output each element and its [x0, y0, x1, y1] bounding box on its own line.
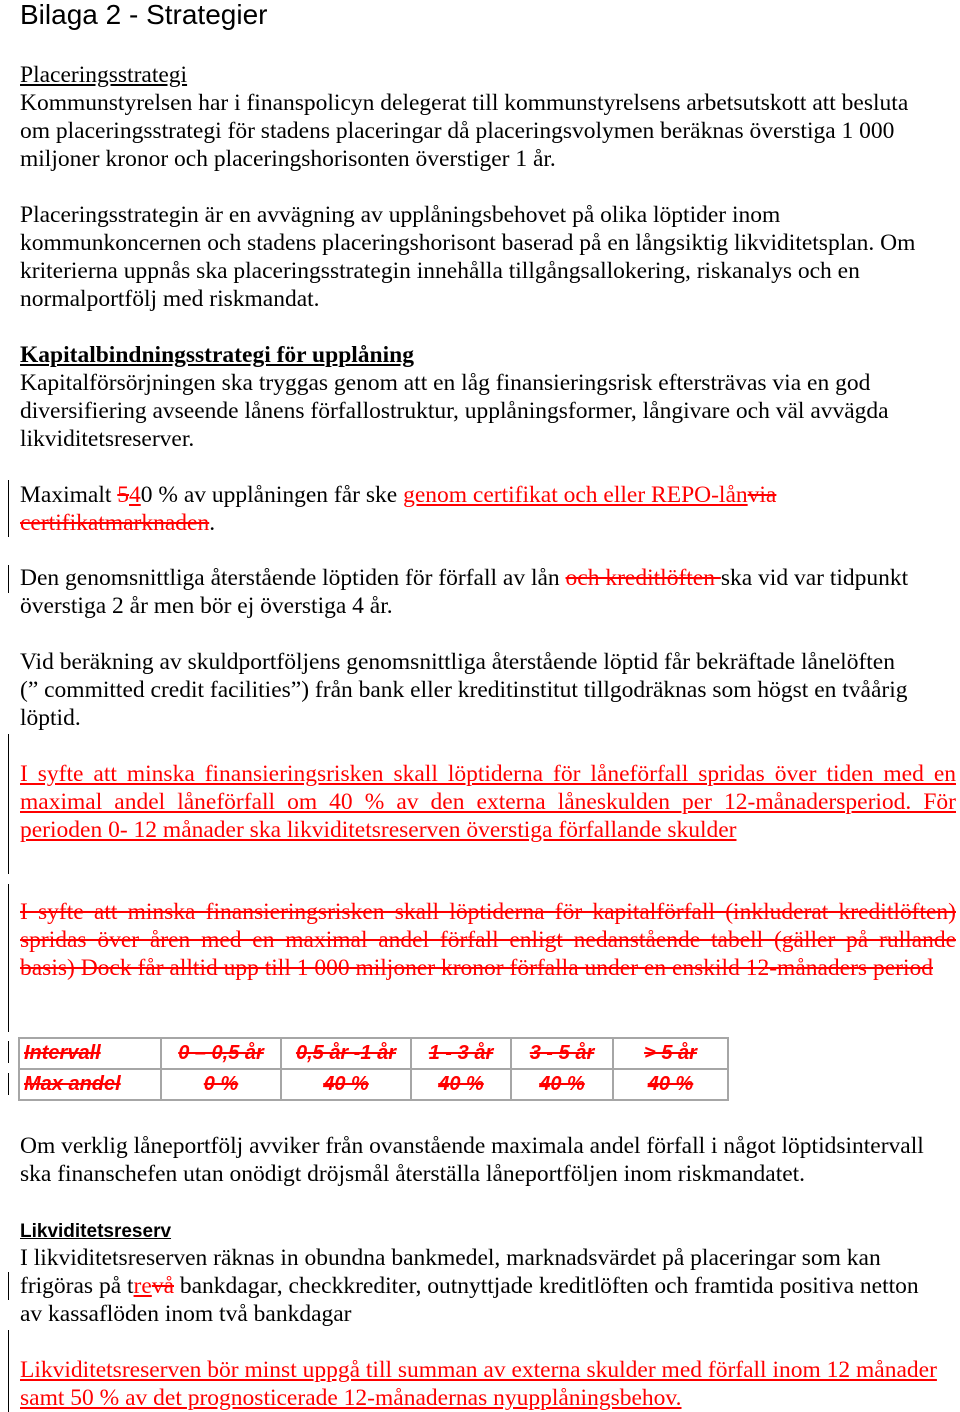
change-bar [8, 565, 9, 593]
paragraph-placeringsstrategin [20, 201, 956, 313]
change-bar [8, 1330, 9, 1412]
deleted-line: basis) Dock får alltid upp till 1 000 miljoner kronor förfalla under en enskild 12-månaders period [20, 955, 933, 981]
text-run: av kassaflöden inom två bankdagar [20, 1301, 352, 1327]
change-bar [8, 734, 9, 874]
section-heading-text: Likviditetsreserv [20, 1221, 172, 1242]
paragraph-spridning-deleted [20, 898, 956, 982]
paragraph-avvikelse [20, 1132, 956, 1188]
table-cell: 40 % [281, 1069, 411, 1100]
section-heading: Placeringsstrategi [20, 62, 188, 88]
paragraph-line: diversifiering avseende lånens förfallostruktur, upplåningsformer, långivare och väl avvägda [20, 398, 889, 424]
paragraph-maximalt [20, 481, 956, 537]
paragraph-line: Kommunstyrelsen har i finanspolicyn delegerat till kommunstyrelsens arbetsutskott att besluta [20, 90, 909, 116]
paragraph-line [20, 592, 956, 620]
section-heading [20, 1216, 956, 1244]
table-cell: 40 % [613, 1069, 728, 1100]
paragraph-line: Om verklig låneportfölj avviker från ovanstående maximala andel förfall i något löptidsintervall [20, 1133, 924, 1159]
table-cell: 3 - 5 år [511, 1038, 613, 1069]
table-cell: 40 % [411, 1069, 511, 1100]
change-bar [8, 884, 9, 1032]
inserted-text: re [133, 1273, 152, 1299]
table-row [19, 1069, 728, 1100]
inserted-line: I syfte att minska finansieringsrisken skall löptiderna för låneförfall spridas över tiden med en [20, 761, 956, 787]
deleted-line: I syfte att minska finansieringsrisken skall löptiderna för kapitalförfall (inkluderat kreditlöften) [20, 899, 956, 925]
deleted-text: vå [151, 1273, 174, 1299]
text-run: ska vid var tidpunkt [720, 565, 909, 591]
paragraph-line: likviditetsreserver. [20, 426, 195, 452]
text-run: Den genomsnittliga återstående löptiden för förfall av lån [20, 565, 566, 591]
table-cell: 40 % [511, 1069, 613, 1100]
text-run: överstiga 2 år men bör ej överstiga 4 år. [20, 593, 393, 619]
paragraph-line [20, 1272, 956, 1300]
paragraph-line [20, 1300, 956, 1328]
section-likviditetsreserv [20, 1216, 956, 1328]
change-bar [8, 480, 9, 537]
paragraph-line: miljoner kronor och placeringshorisonten överstiger 1 år. [20, 146, 556, 172]
section-heading: Kapitalbindningsstrategi för upplåning [20, 342, 414, 368]
paragraph-line [20, 509, 956, 537]
deleted-text: certifikatmarknaden [20, 510, 210, 536]
text-run: frigöras på t [20, 1273, 134, 1299]
change-bar [8, 1041, 9, 1063]
inserted-text: 4 [129, 482, 141, 508]
paragraph-line: ska finanschefen utan onödigt dröjsmål återställa låneportföljen inom riskmandatet. [20, 1161, 806, 1187]
table-cell: 0 % [161, 1069, 281, 1100]
paragraph-line [20, 481, 956, 509]
deleted-text: och kreditlöften [565, 565, 721, 591]
table-cell: Max andel [19, 1069, 161, 1100]
section-placeringsstrategi [20, 61, 956, 173]
paragraph-line [20, 564, 956, 592]
paragraph-line: löptid. [20, 705, 81, 731]
inserted-text: genom certifikat och eller REPO-lån [403, 482, 748, 508]
table-cell: > 5 år [613, 1038, 728, 1069]
paragraph-line: kommunkoncernen och stadens placeringshorisont baserad på en långsiktig likviditetsplan. Om [20, 230, 916, 256]
paragraph-spridning-inserted [20, 760, 956, 844]
inserted-line: samt 50 % av det prognosticerade 12-månadernas nyupplåningsbehov. [20, 1385, 682, 1411]
table-row [19, 1038, 728, 1069]
paragraph-line: Kapitalförsörjningen ska tryggas genom att en låg finansieringsrisk eftersträvas via en god [20, 370, 871, 396]
deleted-text: 5 [117, 482, 129, 508]
paragraph-loptid [20, 564, 956, 620]
deleted-text: via [747, 482, 777, 508]
table-cell: Intervall [19, 1038, 161, 1069]
table-cell: 1 - 3 år [411, 1038, 511, 1069]
text-run: I likviditetsreserven räknas in obundna bankmedel, marknadsvärdet på placeringar som kan [20, 1245, 881, 1271]
deleted-line: spridas över åren med en maximal andel förfall enligt nedanstående tabell (gäller på rullande [20, 927, 956, 953]
change-bar [8, 1073, 9, 1095]
inserted-line: maximal andel låneförfall om 40 % av den externa låneskulden per 12-månadersperiod. För [20, 789, 956, 815]
paragraph-kreditfaciliteter [20, 648, 956, 732]
text-run: bankdagar, checkkrediter, outnyttjade kreditlöften och framtida positiva netton [174, 1273, 919, 1299]
paragraph-line [20, 1244, 956, 1272]
paragraph-line: kriterierna uppnås ska placeringsstrategin innehålla tillgångsallokering, riskanalys och en [20, 258, 860, 284]
table-cell: 0 – 0,5 år [161, 1038, 281, 1069]
paragraph-line: om placeringsstrategi för stadens placeringar då placeringsvolymen beräknas överstiga 1 000 [20, 118, 895, 144]
maturity-table [18, 1037, 729, 1101]
paragraph-line: (” committed credit facilities”) från bank eller kreditinstitut tillgodräknas som högst en tvåårig [20, 677, 908, 703]
section-kapitalbindningsstrategi [20, 341, 956, 453]
paragraph-line: Vid beräkning av skuldportföljens genomsnittliga återstående löptid får bekräftade lånelöften [20, 649, 895, 675]
document-title: Bilaga 2 - Strategier [20, 0, 268, 30]
text-run: 0 % av upplåningen får ske [140, 482, 404, 508]
paragraph-likviditet-inserted [20, 1356, 956, 1412]
paragraph-line: normalportfölj med riskmandat. [20, 286, 320, 312]
inserted-line: Likviditetsreserven bör minst uppgå till summan av externa skulder med förfall inom 12 månader [20, 1357, 937, 1383]
paragraph-line: Placeringsstrategin är en avvägning av upplåningsbehovet på olika löptider inom [20, 202, 781, 228]
table-cell: 0,5 år -1 år [281, 1038, 411, 1069]
text-run: Maximalt [20, 482, 118, 508]
inserted-line: perioden 0- 12 månader ska likviditetsreserven överstiga förfallande skulder [20, 817, 737, 843]
text-run: . [209, 510, 216, 536]
change-bar [8, 1272, 9, 1300]
